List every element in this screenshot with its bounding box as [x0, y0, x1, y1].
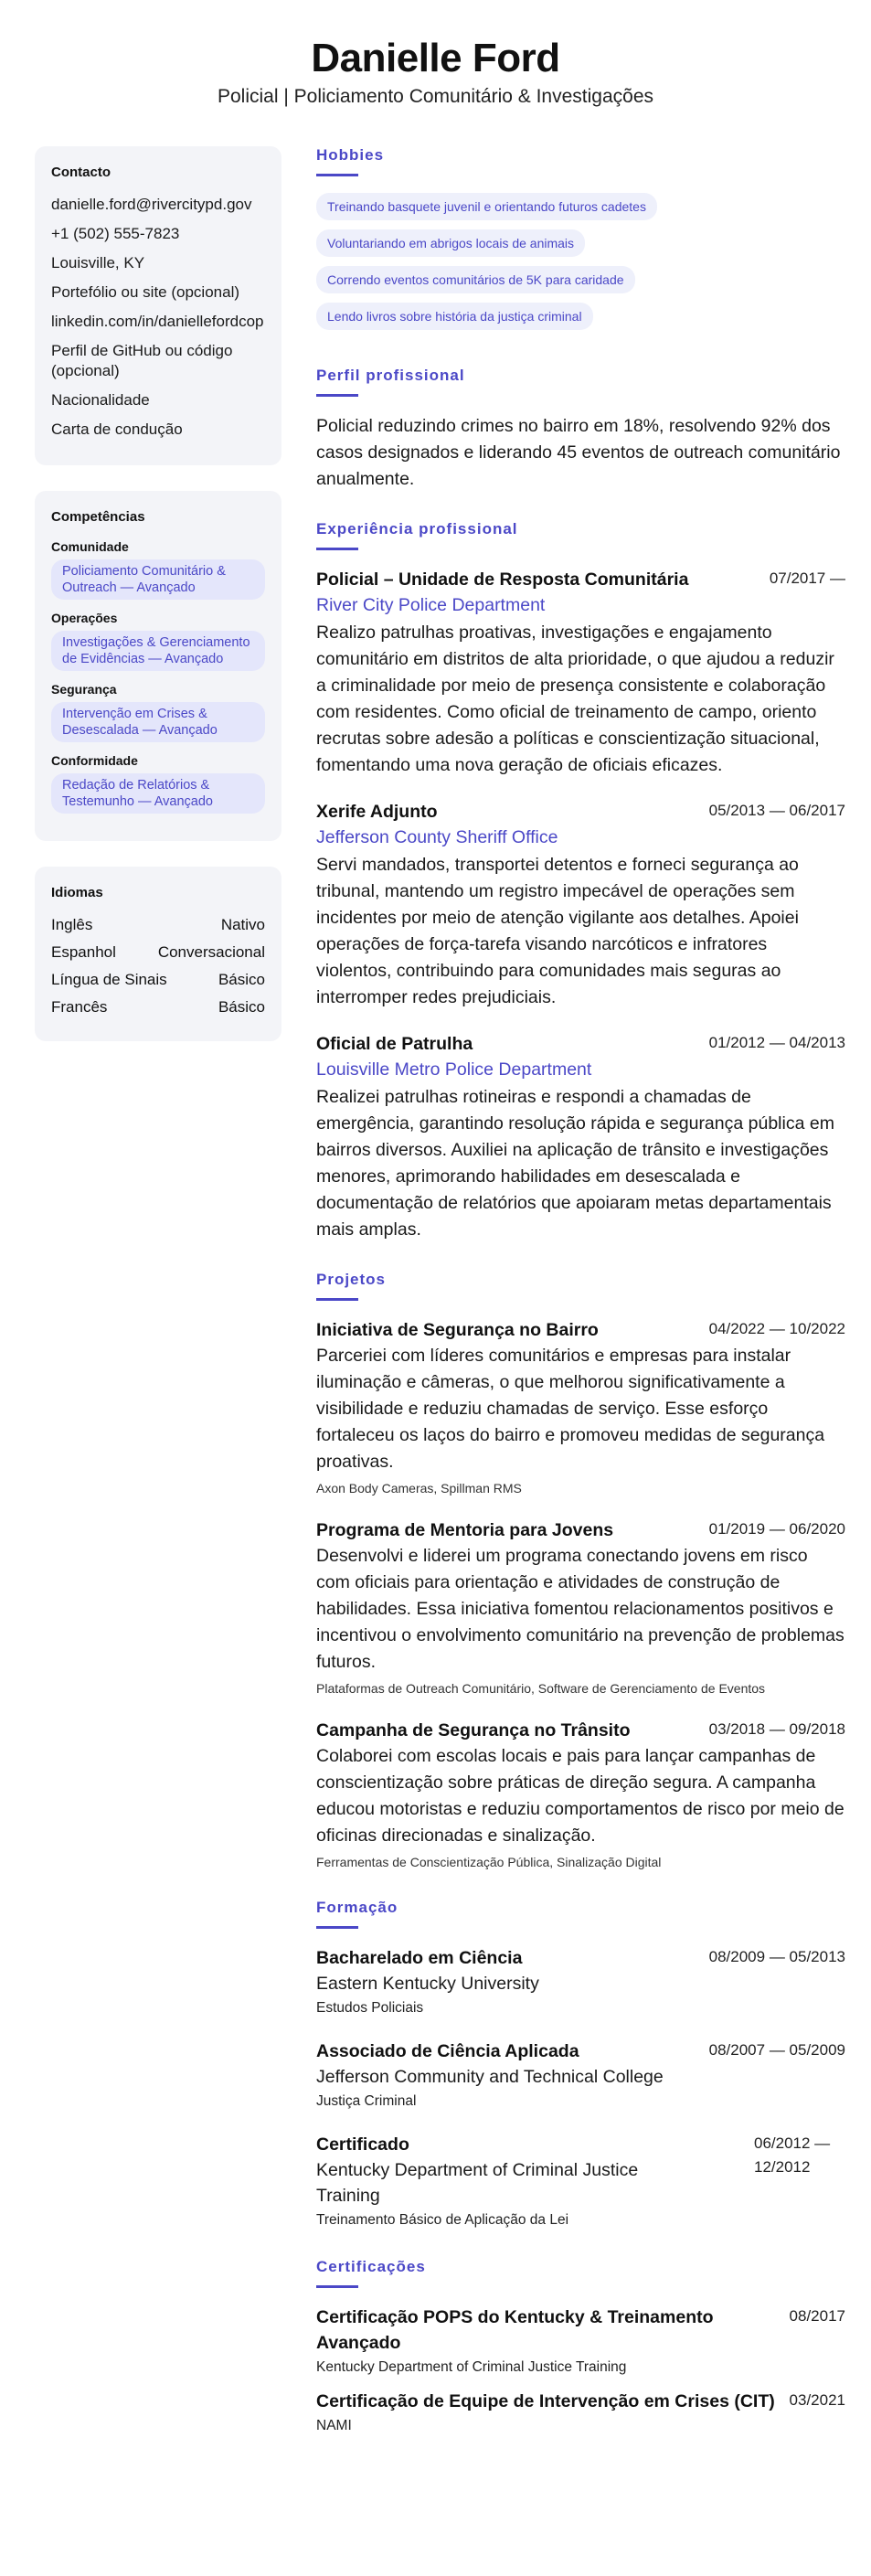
- contact-location: Louisville, KY: [51, 254, 145, 271]
- hobby-pill: Correndo eventos comunitários de 5K para caridade: [316, 266, 635, 293]
- profile-section: [316, 367, 845, 493]
- projects-title: Projetos: [316, 1271, 387, 1288]
- job-description: Realizei patrulhas rotineiras e respondi a chamadas de emergência, garantindo resolução rápida e segurança pública em bairros diversos. Auxiliei na aplicação de trânsito e investigações menores, aprimorando habilidades em desescalada e documentação de relatórios que apoiaram metas departamentais mais amplas.: [316, 1087, 834, 1240]
- sidebar: [35, 146, 281, 2464]
- education-entry: [316, 1945, 845, 2018]
- field-of-study: Treinamento Básico de Aplicação da Lei: [316, 2212, 569, 2228]
- skill-pill: Policiamento Comunitário & Outreach — Avançado: [51, 559, 265, 600]
- degree-name: Certificado: [316, 2134, 409, 2155]
- contact-card: [35, 146, 281, 465]
- skill-group-name: Conformidade: [51, 753, 138, 768]
- degree-name: Bacharelado em Ciência: [316, 1948, 523, 1968]
- hobby-pill: Treinando basquete juvenil e orientando futuros cadetes: [316, 193, 657, 220]
- project-tools: Plataformas de Outreach Comunitário, Software de Gerenciamento de Eventos: [316, 1681, 766, 1696]
- certification-name: Certificação de Equipe de Intervenção em Crises (CIT): [316, 2391, 775, 2411]
- languages-card: [35, 867, 281, 1041]
- project-dates: 03/2018 — 09/2018: [708, 1720, 845, 1738]
- education-entry: [316, 2038, 845, 2112]
- employer-name: River City Police Department: [316, 595, 546, 615]
- school-name: Eastern Kentucky University: [316, 1974, 539, 1994]
- profile-title: Perfil profissional: [316, 367, 465, 384]
- language-name: Inglês: [51, 916, 93, 933]
- project-dates: 04/2022 — 10/2022: [708, 1320, 845, 1337]
- project-description: Colaborei com escolas locais e pais para lançar campanhas de conscientização sobre práticas de direção segura. A campanha educou motoristas e reduziu comportamentos de risco por meio de oficinas direcionadas e sinalização.: [316, 1746, 844, 1846]
- education-title: Formação: [316, 1899, 398, 1916]
- hobby-list: [316, 193, 845, 339]
- contact-portfolio[interactable]: Portefólio ou site (opcional): [51, 283, 240, 301]
- candidate-headline: Policial | Policiamento Comunitário & Investigações: [217, 86, 653, 107]
- project-entry: [316, 1317, 845, 1497]
- section-divider: [316, 1926, 358, 1929]
- project-entry: [316, 1718, 845, 1871]
- skill-group: [51, 539, 265, 600]
- skill-pill: Intervenção em Crises & Desescalada — Avançado: [51, 702, 265, 742]
- education-dates: 06/2012 — 12/2012: [754, 2134, 831, 2176]
- field-of-study: Estudos Policiais: [316, 2000, 424, 2016]
- projects-section: [316, 1271, 845, 1871]
- contact-nationality: Nacionalidade: [51, 391, 150, 409]
- job-dates: 01/2012 — 04/2013: [708, 1034, 845, 1051]
- experience-entry: [316, 1031, 845, 1243]
- project-name: Campanha de Segurança no Trânsito: [316, 1720, 631, 1740]
- experience-entry: [316, 567, 845, 779]
- job-title: Xerife Adjunto: [316, 802, 438, 822]
- job-description: Realizo patrulhas proativas, investigações e engajamento comunitário em distritos de alta prioridade, o que ajudou a reduzir a criminalidade por meio de presença consistente e colaboração com residentes. Como oficial de treinamento de campo, oriento recrutas sobre adesão a políticas e conscientização situacional, fomentando uma nova geração de oficiais eficazes.: [316, 623, 834, 775]
- certification-entry: [316, 2389, 845, 2436]
- skill-pill: Investigações & Gerenciamento de Evidências — Avançado: [51, 631, 265, 671]
- experience-entry: [316, 799, 845, 1011]
- project-description: Parceriei com líderes comunitários e empresas para instalar iluminação e câmeras, o que melhorou significativamente a visibilidade e reduziu chamadas de serviço. Esse esforço fortaleceu os laços do bairro e promoveu medidas de segurança proativas.: [316, 1346, 825, 1472]
- skills-card: [35, 491, 281, 841]
- contact-title: Contacto: [51, 165, 111, 180]
- section-divider: [316, 394, 358, 397]
- job-dates: 07/2017 —: [769, 569, 845, 587]
- main-content: [316, 146, 845, 2464]
- project-name: Programa de Mentoria para Jovens: [316, 1520, 614, 1540]
- certification-name: Certificação POPS do Kentucky & Treinamento Avançado: [316, 2307, 714, 2353]
- contact-license: Carta de condução: [51, 420, 183, 438]
- language-row: [51, 997, 265, 1017]
- employer-name: Jefferson County Sheriff Office: [316, 827, 558, 847]
- contact-github[interactable]: Perfil de GitHub ou código (opcional): [51, 342, 233, 379]
- education-entry: [316, 2132, 845, 2230]
- language-name: Língua de Sinais: [51, 971, 167, 988]
- contact-phone[interactable]: +1 (502) 555-7823: [51, 225, 180, 242]
- certifications-section: [316, 2258, 845, 2436]
- job-title: Policial – Unidade de Resposta Comunitária: [316, 569, 689, 590]
- education-dates: 08/2007 — 05/2009: [708, 2041, 845, 2059]
- school-name: Jefferson Community and Technical College: [316, 2067, 664, 2087]
- field-of-study: Justiça Criminal: [316, 2093, 417, 2109]
- hobby-pill: Voluntariando em abrigos locais de animais: [316, 229, 585, 257]
- project-name: Iniciativa de Segurança no Bairro: [316, 1320, 599, 1340]
- languages-title: Idiomas: [51, 885, 103, 900]
- skill-group: [51, 611, 265, 671]
- hobby-pill: Lendo livros sobre história da justiça criminal: [316, 303, 593, 330]
- skill-pill: Redação de Relatórios & Testemunho — Avançado: [51, 773, 265, 814]
- experience-section: [316, 520, 845, 1243]
- project-tools: Ferramentas de Conscientização Pública, Sinalização Digital: [316, 1855, 662, 1869]
- project-description: Desenvolvi e liderei um programa conectando jovens em risco com oficiais para orientação e atividades de construção de habilidades. Essa iniciativa fomentou relacionamentos positivos e incentivou o envolvimento comunitário na prevenção de problemas futuros.: [316, 1546, 844, 1672]
- job-title: Oficial de Patrulha: [316, 1034, 473, 1054]
- project-tools: Axon Body Cameras, Spillman RMS: [316, 1481, 522, 1496]
- skill-group: [51, 753, 265, 814]
- language-name: Francês: [51, 998, 108, 1016]
- contact-email[interactable]: danielle.ford@rivercitypd.gov: [51, 196, 252, 213]
- skills-title: Competências: [51, 509, 145, 525]
- hobbies-section: [316, 146, 845, 339]
- section-divider: [316, 548, 358, 550]
- resume-columns: [35, 146, 845, 2464]
- employer-name: Louisville Metro Police Department: [316, 1059, 592, 1080]
- experience-title: Experiência profissional: [316, 520, 518, 538]
- certification-entry: [316, 2305, 845, 2378]
- job-description: Servi mandados, transportei detentos e forneci segurança ao tribunal, mantendo um registro impecável de operações sem incidentes por meio de atenção vigilante aos detalhes. Apoiei operações de força-tarefa visando narcóticos e infratores violentos, contribuindo para comunidades mais seguras ao interromper redes prejudiciais.: [316, 855, 799, 1007]
- job-dates: 05/2013 — 06/2017: [708, 802, 845, 819]
- certifications-title: Certificações: [316, 2258, 426, 2275]
- resume-header: [0, 0, 871, 108]
- language-row: [51, 942, 265, 963]
- language-row: [51, 970, 265, 990]
- certification-issuer: NAMI: [316, 2418, 352, 2433]
- hobbies-title: Hobbies: [316, 146, 385, 164]
- language-row: [51, 915, 265, 935]
- certification-date: 08/2017: [789, 2307, 845, 2325]
- language-level: Básico: [218, 998, 265, 1016]
- skill-group-name: Operações: [51, 611, 118, 625]
- section-divider: [316, 2285, 358, 2288]
- skill-group: [51, 682, 265, 742]
- project-entry: [316, 1517, 845, 1698]
- certification-issuer: Kentucky Department of Criminal Justice Training: [316, 2359, 627, 2375]
- section-divider: [316, 174, 358, 176]
- language-name: Espanhol: [51, 943, 116, 961]
- profile-summary: Policial reduzindo crimes no bairro em 18%, resolvendo 92% dos casos designados e liderando 45 eventos de outreach comunitário anualmente.: [316, 416, 841, 489]
- section-divider: [316, 1298, 358, 1301]
- language-level: Básico: [218, 971, 265, 988]
- degree-name: Associado de Ciência Aplicada: [316, 2041, 579, 2061]
- skill-group-name: Segurança: [51, 682, 117, 697]
- skill-group-name: Comunidade: [51, 539, 129, 554]
- language-level: Conversacional: [157, 943, 265, 961]
- certification-date: 03/2021: [789, 2391, 845, 2409]
- education-section: [316, 1899, 845, 2230]
- project-dates: 01/2019 — 06/2020: [708, 1520, 845, 1538]
- school-name: Kentucky Department of Criminal Justice Training: [316, 2160, 639, 2206]
- contact-linkedin[interactable]: linkedin.com/in/daniellefordcop: [51, 313, 264, 330]
- language-level: Nativo: [220, 916, 265, 933]
- candidate-name: Danielle Ford: [311, 36, 560, 80]
- education-dates: 08/2009 — 05/2013: [708, 1948, 845, 1965]
